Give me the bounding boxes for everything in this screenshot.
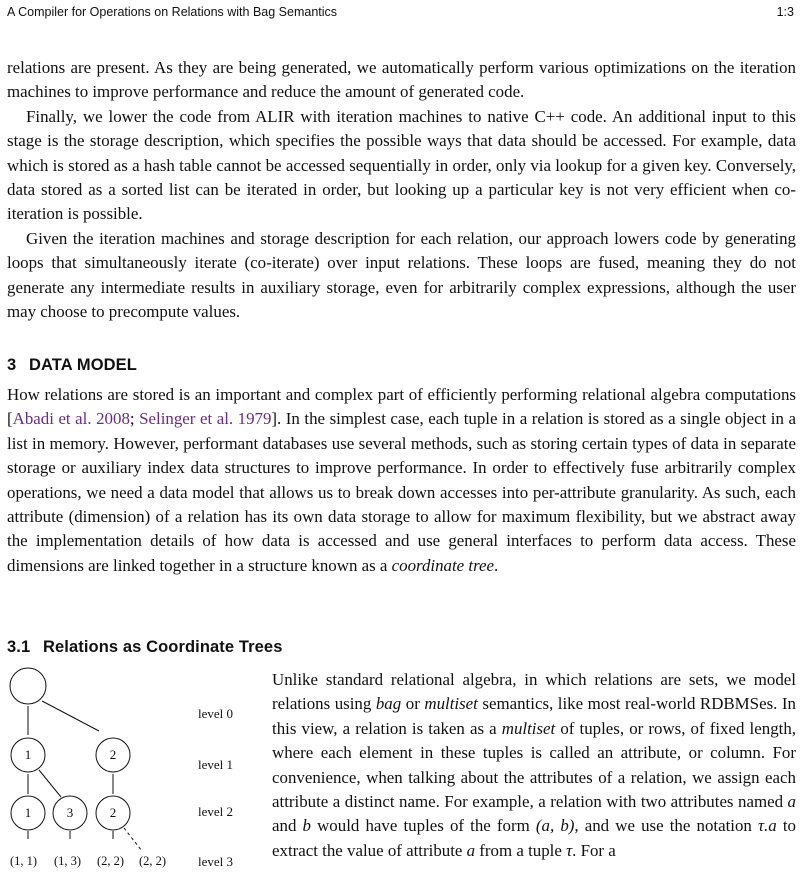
running-header (7, 0, 794, 24)
text-run: of tuples, or rows, of fixed length, where each element in these tuples is called an attribute, or column. For convenience, when talking about the attributes of a relation, we assign each attribute a distinct name. For example, a relation with two attributes named (272, 718, 796, 812)
leaf-tuple-label: (1, 3) (54, 854, 82, 868)
section-3-paragraph (7, 383, 796, 578)
node-label: 2 (109, 747, 117, 762)
node-label: 3 (66, 805, 74, 820)
text-run: and (272, 816, 303, 836)
level-label: level 1 (198, 757, 234, 772)
emphasized-term: coordinate tree (391, 555, 495, 575)
page-number: 1:3 (776, 5, 794, 19)
citation-link[interactable]: Selinger et al. 1979 (139, 409, 272, 429)
tree-edge (42, 701, 99, 731)
tree-edge-dashed (124, 828, 142, 851)
section-number: 3 (7, 356, 17, 374)
leaf-tuple-label: (2, 2) (97, 854, 125, 868)
tree-edge (39, 770, 61, 797)
text-run: or (401, 694, 425, 714)
text-run: semantics, like most real-world RDBMSes. In this view, a relation is taken as a (272, 694, 796, 738)
intro-paragraph-1: relations are present. As they are being generated, we automatically perform various optimizations on the iteration machines to improve performance and reduce the amount of generated code. (7, 58, 796, 102)
emphasized-term: multiset (501, 718, 556, 738)
node-label: 1 (24, 747, 32, 762)
math-expression: τ.a (757, 816, 777, 836)
level-label: level 3 (198, 854, 234, 869)
subsection-3-1-paragraph (272, 668, 796, 863)
text-run: How relations are stored is an important and complex part of efficiently performing relational algebra computations [ (7, 385, 796, 429)
leaf-tuple-label: (1, 1) (10, 854, 38, 868)
subsection-3-1-text (272, 668, 796, 863)
text-run: to extract the value of attribute (272, 816, 796, 860)
text-run: ]. In the simplest case, each tuple in a relation is stored as a single object in a list in memory. However, performant databases use several methods, such as storing certain types of data in separate storage or auxiliary index data structures to improve performance. In order to effectively fuse arbitrarily complex operations, we need a data model that allows us to break down accesses into per-attribute granularity. As such, each attribute (dimension) of a relation has its own data storage to allow for maximum flexibility, but we abstract away the implementation details of how data is accessed and use general interfaces to perform data access. These dimensions are linked together in a structure known as a (7, 409, 796, 575)
subsection-title: Relations as Coordinate Trees (43, 638, 283, 656)
text-run: . (494, 555, 499, 575)
math-symbol: b (302, 816, 311, 836)
intro-text (7, 56, 796, 324)
text-run: from a tuple (475, 840, 567, 860)
math-symbol: a (466, 840, 476, 860)
text-run: . For a (572, 840, 616, 860)
subsection-number: 3.1 (7, 638, 31, 656)
text-run: , and we use the notation (574, 816, 758, 836)
math-symbol: a (787, 792, 796, 812)
node-label: 1 (24, 805, 32, 820)
text-run: Unlike standard relational algebra, in which relations are sets, we model relations using (272, 670, 796, 714)
citation-link[interactable]: Abadi et al. 2008 (12, 409, 130, 429)
level-label: level 0 (198, 706, 234, 721)
math-symbol: τ (566, 840, 573, 860)
leaf-tuple-label: (2, 2) (139, 854, 167, 868)
intro-paragraph-3: Given the iteration machines and storage description for each relation, our approach lowers code by generating loops that simultaneously iterate (co-iterate) over input relations. These loops are fused, meaning they do not generate any intermediate results in auxiliary storage, even for arbitrarily complex expressions, although the user may choose to precompute values. (7, 228, 796, 322)
section-3-text (7, 383, 796, 578)
root-node (10, 668, 46, 704)
text-run: ; (129, 409, 140, 429)
running-title: A Compiler for Operations on Relations with Bag Semantics (7, 5, 338, 19)
intro-paragraph-2: Finally, we lower the code from ALIR with iteration machines to native C++ code. An additional input to this stage is the storage description, which specifies the possible ways that data should be accessed. For example, data which is stored as a hash table cannot be accessed sequentially in order, only via lookup for a given key. Conversely, data stored as a sorted list can be iterated in order, but looking up a particular key is not very efficient when co-iteration is possible. (7, 106, 796, 224)
emphasized-term: bag (375, 694, 402, 714)
level-label: level 2 (198, 804, 234, 819)
node-label: 2 (109, 805, 117, 820)
section-3-heading (7, 356, 137, 375)
emphasized-term: multiset (424, 694, 478, 714)
math-expression: (a, b) (535, 816, 575, 836)
text-run: would have tuples of the form (310, 816, 536, 836)
section-title: DATA MODEL (29, 356, 137, 374)
